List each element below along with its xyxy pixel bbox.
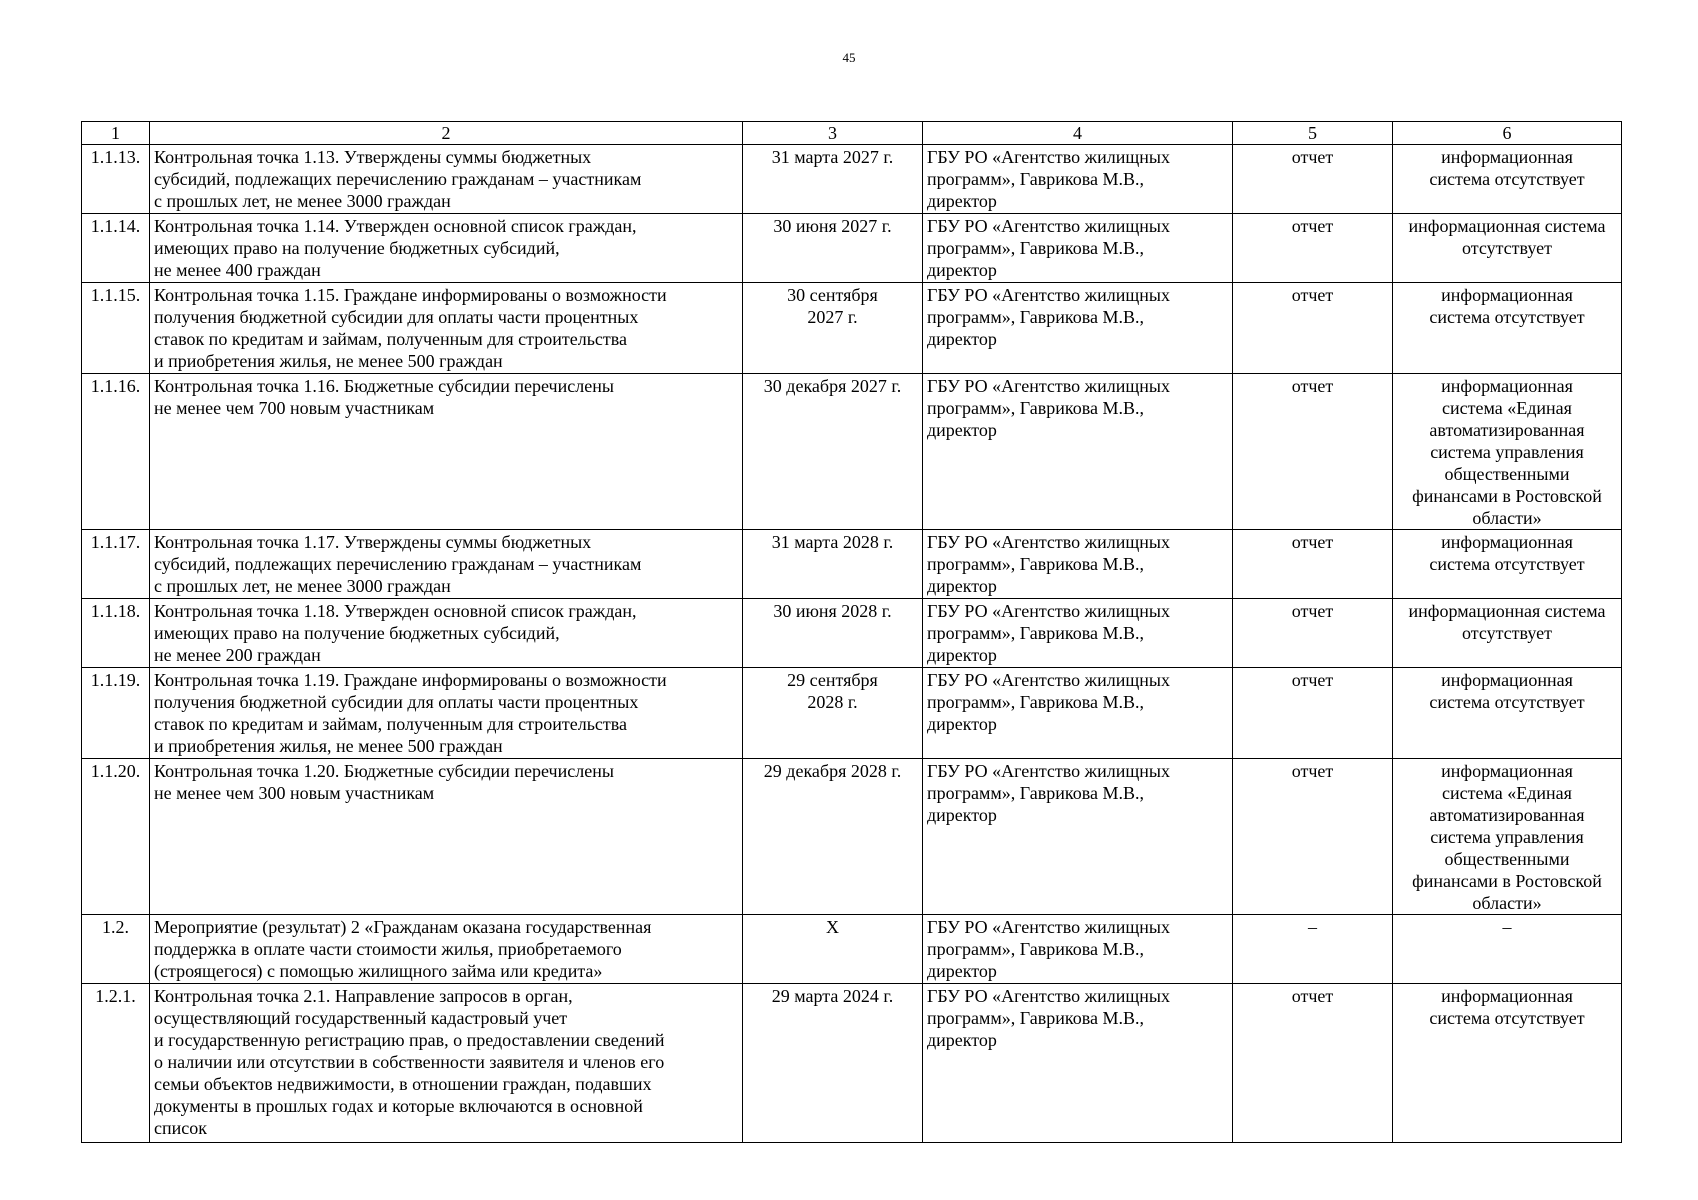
row-description: Контрольная точка 1.18. Утвержден основной список граждан, имеющих право на получение бюджетных субсидий, не менее 200 граждан [150, 599, 743, 668]
header-col-1: 1 [82, 122, 150, 145]
row-date: 31 марта 2028 г. [743, 530, 923, 599]
row-date: 29 декабря 2028 г. [743, 759, 923, 915]
row-responsible: ГБУ РО «Агентство жилищных программ», Гаврикова М.В., директор [923, 599, 1233, 668]
table-row [82, 283, 1622, 374]
row-information-system: информационная система отсутствует [1393, 145, 1622, 214]
row-responsible: ГБУ РО «Агентство жилищных программ», Гаврикова М.В., директор [923, 145, 1233, 214]
row-responsible: ГБУ РО «Агентство жилищных программ», Гаврикова М.В., директор [923, 374, 1233, 530]
row-number: 1.1.17. [82, 530, 150, 599]
row-document-type: отчет [1233, 984, 1393, 1143]
row-number: 1.1.20. [82, 759, 150, 915]
row-responsible: ГБУ РО «Агентство жилищных программ», Гаврикова М.В., директор [923, 984, 1233, 1143]
row-number: 1.1.16. [82, 374, 150, 530]
row-date: 30 декабря 2027 г. [743, 374, 923, 530]
row-description: Контрольная точка 1.19. Граждане информированы о возможности получения бюджетной субсидии для оплаты части процентных ставок по кредитам и займам, полученным для строительства и приобретения жилья, не менее 500 граждан [150, 668, 743, 759]
row-responsible: ГБУ РО «Агентство жилищных программ», Гаврикова М.В., директор [923, 668, 1233, 759]
row-document-type: отчет [1233, 374, 1393, 530]
table-row [82, 759, 1622, 915]
table-row [82, 984, 1622, 1143]
row-document-type: отчет [1233, 668, 1393, 759]
table-row [82, 374, 1622, 530]
row-document-type: отчет [1233, 145, 1393, 214]
row-information-system: информационная система отсутствует [1393, 668, 1622, 759]
row-date: X [743, 915, 923, 984]
row-number: 1.1.19. [82, 668, 150, 759]
row-description: Контрольная точка 1.17. Утверждены суммы бюджетных субсидий, подлежащих перечислению гражданам – участникам с прошлых лет, не менее 3000 граждан [150, 530, 743, 599]
row-date: 30 сентября 2027 г. [743, 283, 923, 374]
row-date: 31 марта 2027 г. [743, 145, 923, 214]
control-points-table [81, 121, 1622, 1143]
row-information-system: информационная система отсутствует [1393, 283, 1622, 374]
row-description: Контрольная точка 1.14. Утвержден основной список граждан, имеющих право на получение бюджетных субсидий, не менее 400 граждан [150, 214, 743, 283]
table-row [82, 599, 1622, 668]
table-row [82, 668, 1622, 759]
row-number: 1.1.13. [82, 145, 150, 214]
header-col-6: 6 [1393, 122, 1622, 145]
row-responsible: ГБУ РО «Агентство жилищных программ», Гаврикова М.В., директор [923, 759, 1233, 915]
row-date: 30 июня 2027 г. [743, 214, 923, 283]
row-number: 1.1.18. [82, 599, 150, 668]
header-col-3: 3 [743, 122, 923, 145]
row-description: Контрольная точка 1.16. Бюджетные субсидии перечислены не менее чем 700 новым участникам [150, 374, 743, 530]
row-date: 30 июня 2028 г. [743, 599, 923, 668]
row-information-system: информационная система отсутствует [1393, 214, 1622, 283]
table-row [82, 145, 1622, 214]
page-number: 45 [842, 50, 856, 65]
row-information-system: информационная система «Единая автоматизированная система управления общественными финансами в Ростовской области» [1393, 759, 1622, 915]
row-responsible: ГБУ РО «Агентство жилищных программ», Гаврикова М.В., директор [923, 283, 1233, 374]
row-information-system: информационная система отсутствует [1393, 984, 1622, 1143]
row-number: 1.1.14. [82, 214, 150, 283]
row-information-system: информационная система отсутствует [1393, 530, 1622, 599]
table-row [82, 915, 1622, 984]
row-date: 29 марта 2024 г. [743, 984, 923, 1143]
row-responsible: ГБУ РО «Агентство жилищных программ», Гаврикова М.В., директор [923, 530, 1233, 599]
row-document-type: отчет [1233, 283, 1393, 374]
row-information-system: информационная система «Единая автоматизированная система управления общественными финансами в Ростовской области» [1393, 374, 1622, 530]
row-document-type: отчет [1233, 759, 1393, 915]
table-row [82, 214, 1622, 283]
row-date: 29 сентября 2028 г. [743, 668, 923, 759]
row-responsible: ГБУ РО «Агентство жилищных программ», Гаврикова М.В., директор [923, 214, 1233, 283]
row-description: Контрольная точка 2.1. Направление запросов в орган, осуществляющий государственный кадастровый учет и государственную регистрацию прав, о предоставлении сведений о наличии или отсутствии в собственности заявителя и членов его семьи объектов недвижимости, в отношении граждан, подавших документы в прошлых годах и которые включаются в основной список [150, 984, 743, 1143]
row-document-type: – [1233, 915, 1393, 984]
row-number: 1.2. [82, 915, 150, 984]
table-row [82, 530, 1622, 599]
row-description: Контрольная точка 1.13. Утверждены суммы бюджетных субсидий, подлежащих перечислению гражданам – участникам с прошлых лет, не менее 3000 граждан [150, 145, 743, 214]
row-information-system: информационная система отсутствует [1393, 599, 1622, 668]
row-document-type: отчет [1233, 599, 1393, 668]
row-document-type: отчет [1233, 530, 1393, 599]
row-responsible: ГБУ РО «Агентство жилищных программ», Гаврикова М.В., директор [923, 915, 1233, 984]
row-description: Контрольная точка 1.15. Граждане информированы о возможности получения бюджетной субсидии для оплаты части процентных ставок по кредитам и займам, полученным для строительства и приобретения жилья, не менее 500 граждан [150, 283, 743, 374]
header-col-5: 5 [1233, 122, 1393, 145]
header-row [82, 122, 1622, 145]
row-number: 1.2.1. [82, 984, 150, 1143]
row-information-system: – [1393, 915, 1622, 984]
row-description: Мероприятие (результат) 2 «Гражданам оказана государственная поддержка в оплате части стоимости жилья, приобретаемого (строящегося) с помощью жилищного займа или кредита» [150, 915, 743, 984]
row-document-type: отчет [1233, 214, 1393, 283]
header-col-4: 4 [923, 122, 1233, 145]
row-number: 1.1.15. [82, 283, 150, 374]
row-description: Контрольная точка 1.20. Бюджетные субсидии перечислены не менее чем 300 новым участникам [150, 759, 743, 915]
header-col-2: 2 [150, 122, 743, 145]
